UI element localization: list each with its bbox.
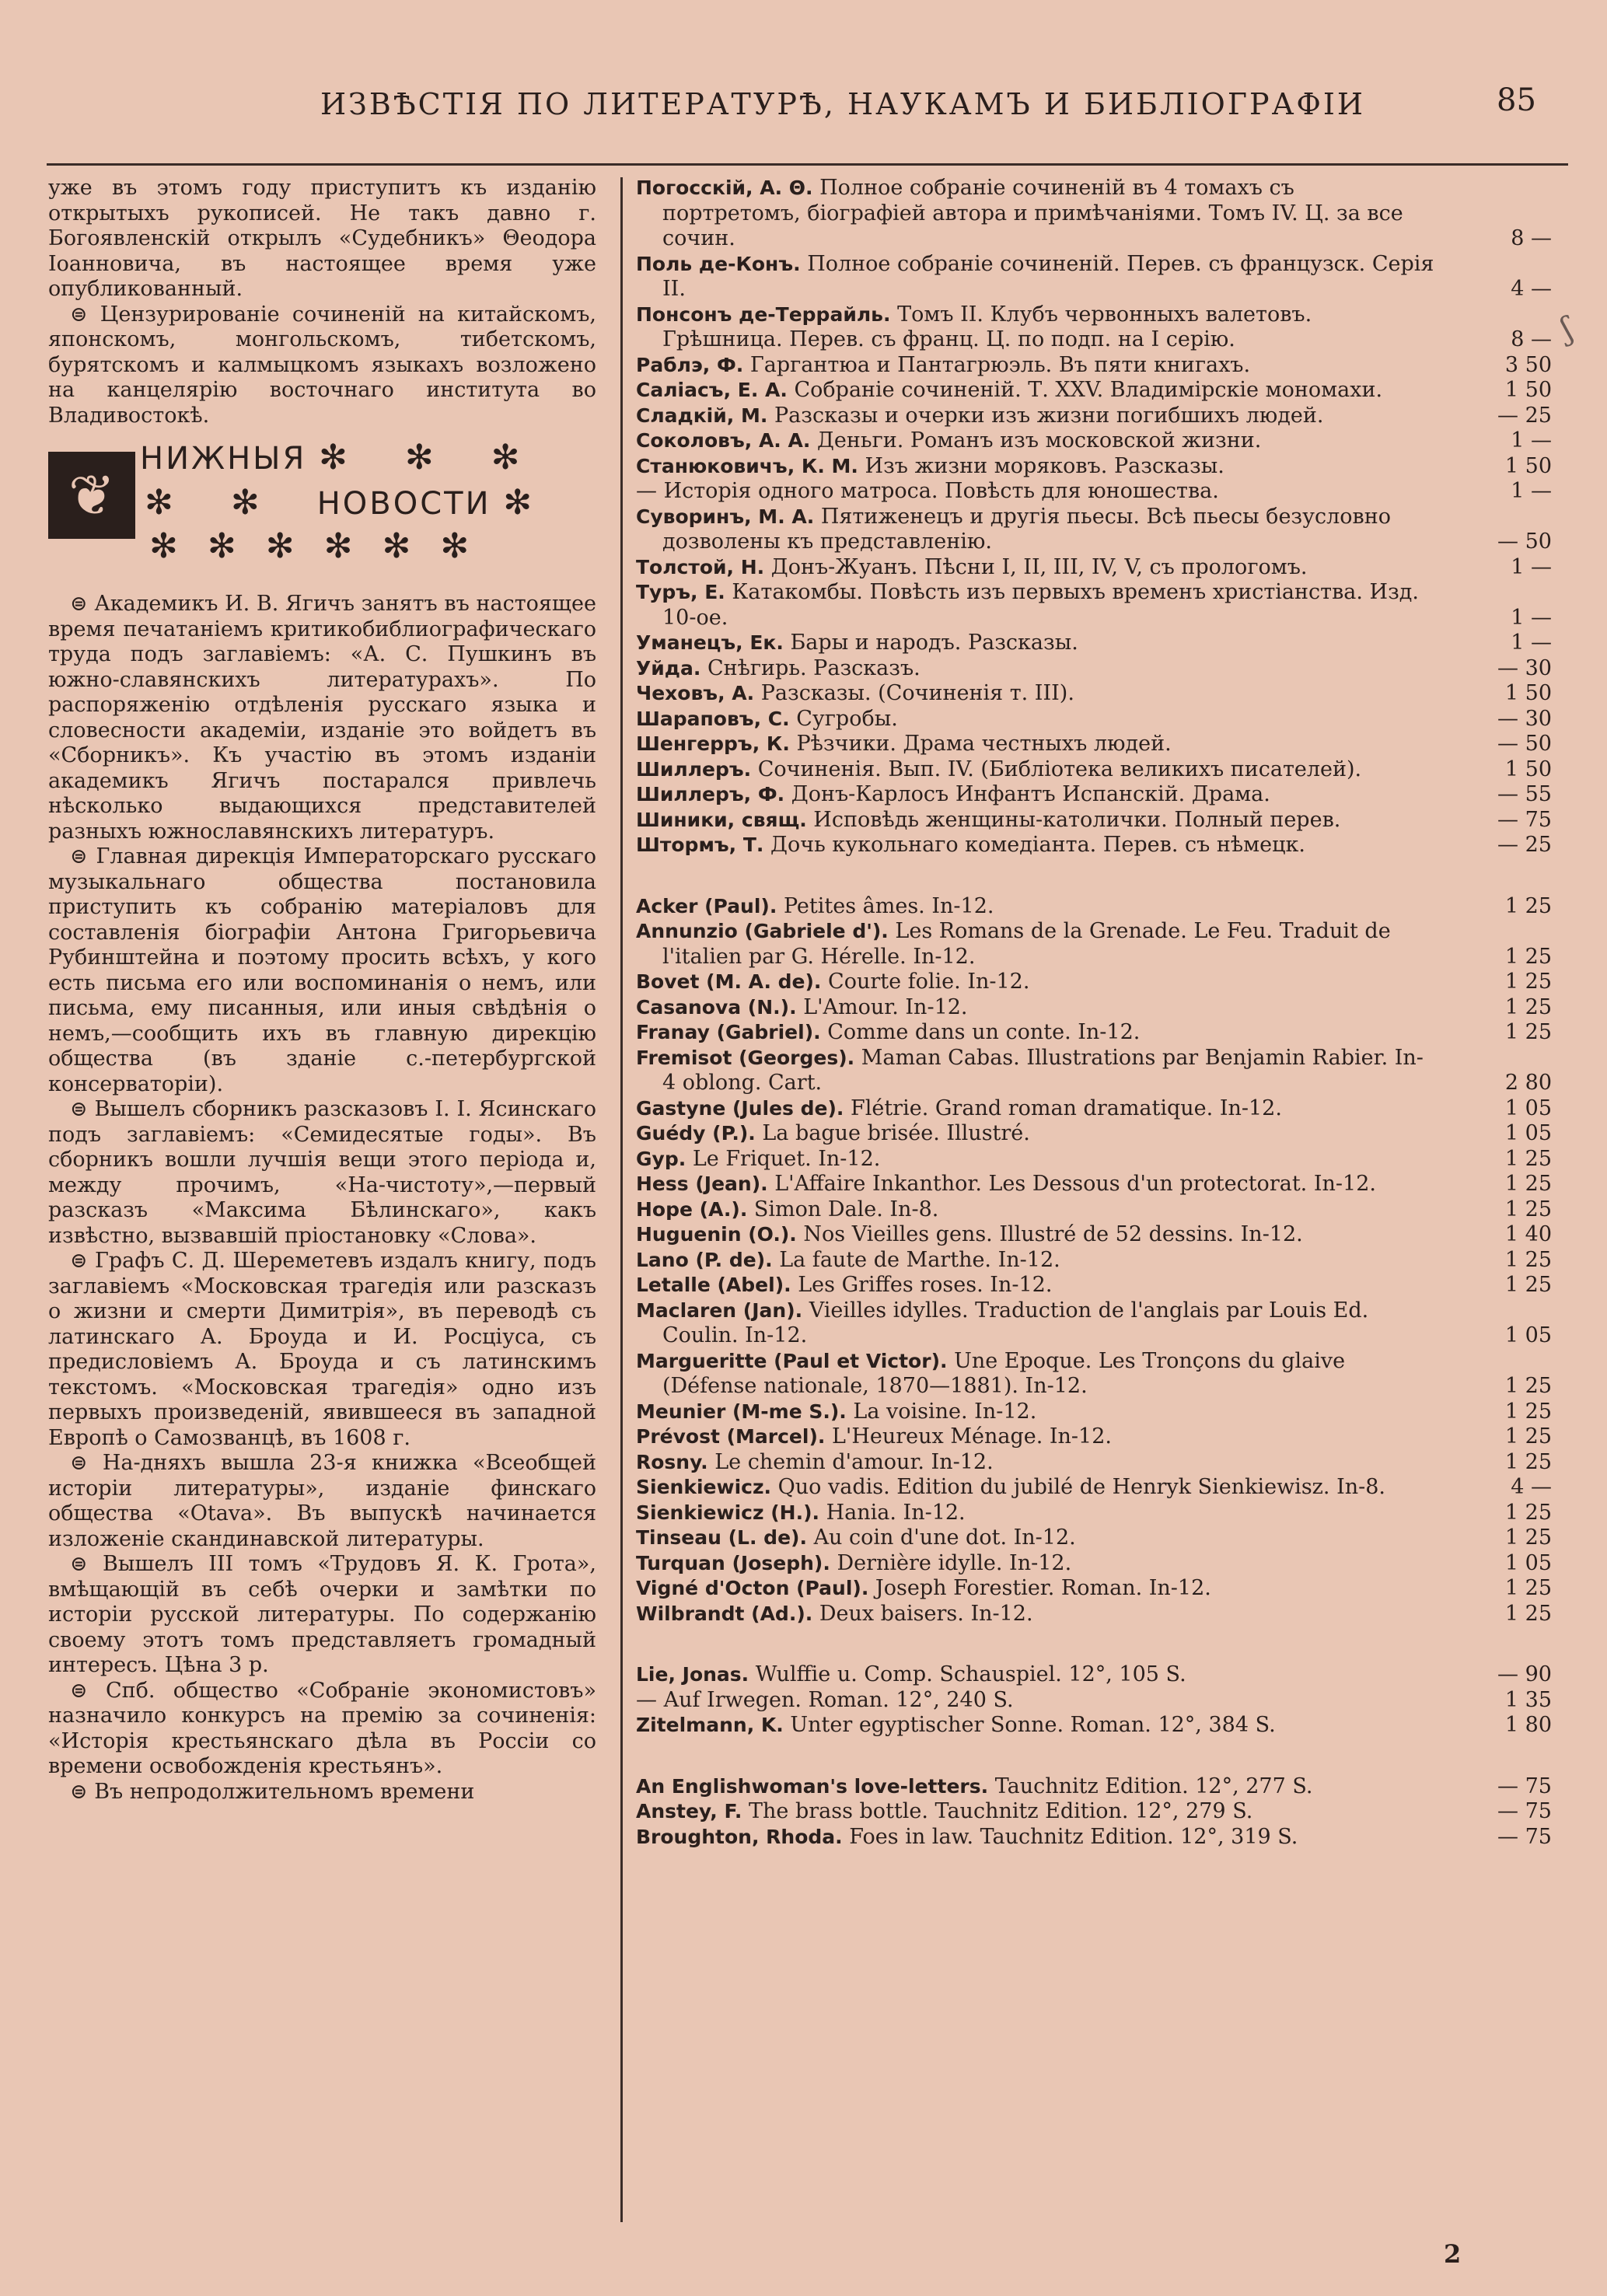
book-entry [636,995,1552,1021]
section-title-line1 [140,438,543,477]
book-entry [636,1450,1552,1476]
book-price: — 75 [1497,1774,1552,1798]
book-price: — 90 [1497,1662,1552,1686]
header-title: ИЗВѢСТІЯ ПО ЛИТЕРАТУРѢ, НАУКАМЪ И БИБЛІОГРАФІИ [320,87,1366,121]
news-paragraph: ⊜ Вышелъ сборникъ разсказовъ І. І. Ясинскаго подъ заглавіемъ: «Семидесятые годы». Въ сборникъ вошли лучшія вещи этого періода и, между прочимъ, «На-чистоту»,—первый разсказъ «Максима Бѣлинскаго», какъ извѣстно, вызвавшій пріостановку «Слова». [48,1097,596,1248]
book-price: — 25 [1497,833,1552,857]
book-title: Maman Cabas. Illustrations par Benjamin Rabier. In-4 oblong. Cart. [662,1045,1424,1095]
book-author: Штормъ, Т. [636,833,764,856]
book-price: 1 25 [1504,1576,1552,1600]
book-price: 1 25 [1504,1399,1552,1424]
book-author: Чеховъ, А. [636,682,755,704]
book-entry [636,428,1552,454]
book-price: 1 50 [1504,681,1552,705]
book-author: Gyp. [636,1147,686,1170]
intro-paragraph: уже въ этомъ году приступитъ къ изданію открытыхъ рукописей. Не такъ давно г. Богоявленскій открылъ «Судебникъ» Θеодора Іоанновича, въ настоящее время уже опубликованный. [48,176,596,301]
book-title: L'Amour. In-12. [803,994,968,1019]
german-book-list [636,1662,1552,1739]
book-author: Meunier (M-me S.). [636,1400,847,1423]
book-entry [636,555,1552,581]
book-entry [636,378,1552,404]
book-title: Comme dans un conte. In-12. [827,1020,1141,1044]
book-price: 1 25 [1504,1172,1552,1196]
book-entry [636,404,1552,429]
book-title: Сочиненія. Вып. IV. (Библіотека великихъ писателей). [757,757,1362,781]
section-gap [636,858,1552,894]
book-entry [636,1713,1552,1739]
book-author: Huguenin (O.). [636,1223,797,1246]
decorative-stars: ✻ ✻ [145,483,317,522]
book-price: 1 25 [1504,1601,1552,1626]
book-author: Поль де-Конъ. [636,252,801,275]
book-price: 1 25 [1504,1449,1552,1474]
book-price: — 25 [1497,403,1552,428]
book-author: Шенгерръ, К. [636,732,790,755]
book-title: Снѣгирь. Разсказъ. [707,655,921,680]
book-title: Деньги. Романъ изъ московской жизни. [816,428,1262,453]
book-author: Turquan (Joseph). [636,1551,830,1574]
book-price: 1 25 [1504,944,1552,969]
book-entry [636,1020,1552,1046]
news-paragraph: ⊜ Графъ С. Д. Шереметевъ издалъ книгу, подъ заглавіемъ «Московская трагедія или разсказъ о жизни и смерти Димитрія», въ переводѣ съ латинскаго А. Броуда и И. Росціуса, съ предисловіемъ А. Броуда и съ латинскимъ текстомъ. «Московская трагедія» одно изъ первыхъ произведеній, явившееся въ западной Европѣ о Самозванцѣ, въ 1608 г. [48,1249,596,1450]
book-price: 4 — [1511,1475,1552,1499]
book-entry [636,757,1552,783]
book-price: 1 — [1511,479,1552,503]
book-title: Joseph Forestier. Roman. In-12. [875,1576,1211,1600]
book-entry [636,631,1552,656]
book-price: — 55 [1497,782,1552,806]
book-entry [636,505,1552,555]
book-price: 1 50 [1504,757,1552,781]
book-title: Le chemin d'amour. In-12. [714,1449,994,1474]
english-book-list [636,1774,1552,1850]
book-title: Les Romans de la Grenade. Le Feu. Traduit de l'italien par G. Hérelle. In-12. [662,919,1391,969]
book-entry [636,1424,1552,1450]
column-divider [620,177,623,2222]
book-price: 1 25 [1504,1500,1552,1525]
book-author: Vigné d'Octon (Paul). [636,1577,869,1599]
book-title: Бары и народъ. Разсказы. [790,631,1078,655]
book-title: L'Affaire Inkanthor. Les Dessous d'un protectorat. In-12. [774,1172,1376,1196]
news-paragraph: ⊜ Академикъ И. В. Ягичъ занятъ въ настоящее время печатаніемъ критикобиблиографическаго труда подъ заглавіемъ: «А. С. Пушкинъ въ южно-славянскихъ литературахъ». По распоряженію отдѣленія русскаго языка и словесности академіи, изданіе это войдетъ въ «Сборникъ». Къ участію въ этомъ изданіи академикъ Ягичъ постарался привлечь нѣсколько выдающихся представителей разныхъ южнославянскихъ литературъ. [48,592,596,844]
book-title: Quo vadis. Edition du jubilé de Henryk Sienkiewisz. In-8. [777,1475,1386,1499]
book-author: Guédy (P.). [636,1122,756,1145]
book-price: 1 — [1511,428,1552,453]
book-entry [636,1475,1552,1501]
decorative-stars: ✻ [503,483,556,522]
book-title: The brass bottle. Tauchnitz Edition. 12°, 279 S. [748,1799,1253,1823]
news-paragraph: ⊜ На-дняхъ вышла 23-я книжка «Всеобщей исторіи литературы», изданіе финскаго общества «Otava». Въ выпускѣ начинается изложеніе скандинавской литературы. [48,1451,596,1551]
book-price: 1 25 [1504,1273,1552,1297]
book-author: Sienkiewicz. [636,1476,772,1498]
book-title: L'Heureux Ménage. In-12. [831,1424,1112,1449]
book-author: An Englishwoman's love-letters. [636,1774,989,1798]
book-title: Полное собраніе сочиненій. Перев. съ французск. Серія II. [662,251,1434,301]
book-title: Unter egyptischer Sonne. Roman. 12°, 384 S. [790,1713,1276,1737]
book-price: — 50 [1497,732,1552,756]
book-price: 1 05 [1504,1096,1552,1120]
book-price: — 30 [1497,655,1552,680]
pencil-mark: ʃ [1556,310,1577,348]
book-entry [636,1172,1552,1197]
book-entry [636,252,1552,302]
page-number: 85 [1497,82,1536,118]
book-entry [636,808,1552,833]
book-title: — Исторія одного матроса. Повѣсть для юношества. [636,479,1219,503]
book-price: 1 05 [1504,1323,1552,1347]
russian-book-list [636,176,1552,858]
book-title: Les Griffes roses. In-12. [798,1273,1053,1297]
book-title: La bague brisée. Illustré. [762,1121,1030,1145]
book-entry [636,1501,1552,1526]
book-author: Margueritte (Paul et Victor). [636,1349,948,1372]
news-paragraph: ⊜ Главная дирекція Императорскаго русскаго музыкальнаго общества постановила приступить къ собранію матеріаловъ для составленія біографіи Антона Григорьевича Рубинштейна и поэтому просить всѣхъ, у кого есть письма его или воспоминанія о немъ, или письма, ему писанныя, или иныя свѣдѣнія о немъ,—сообщить ихъ въ главную дирекцію общества (въ зданіе с.-петербургской консерваторіи). [48,844,596,1096]
section-gap [636,1627,1552,1662]
book-price: 1 — [1511,605,1552,630]
book-author: Fremisot (Georges). [636,1046,855,1069]
book-author: Gastyne (Jules de). [636,1096,844,1120]
book-title: Le Friquet. In-12. [692,1146,881,1171]
book-author: Шиллеръ, Ф. [636,783,785,806]
book-price: 1 40 [1504,1222,1552,1246]
book-author: Сладкій, М. [636,404,768,427]
book-title: Разсказы. (Сочиненія т. III). [760,681,1074,705]
book-entry [636,833,1552,858]
book-entry [636,1774,1552,1800]
book-author: Шиники, свящ. [636,808,807,831]
book-price: 1 25 [1504,1374,1552,1398]
book-price: 1 25 [1504,1020,1552,1044]
book-author: Уйда. [636,656,701,680]
header-rule [47,163,1568,166]
book-author: Шиллеръ. [636,757,752,781]
book-title: Пятиженецъ и другія пьесы. Всѣ пьесы безусловно дозволены къ представленію. [662,504,1392,554]
book-price: 4 — [1511,277,1552,301]
running-header [0,82,1607,134]
book-price: 1 35 [1504,1687,1552,1712]
book-price: 3 50 [1504,352,1552,377]
book-price: 8 — [1511,226,1552,250]
book-author: Broughton, Rhoda. [636,1825,843,1848]
book-title: Исповѣдь женщины-католички. Полный перев. [813,807,1341,832]
book-entry [636,894,1552,920]
book-title: Petites âmes. In-12. [783,893,994,918]
book-title: Une Epoque. Les Tronçons du glaive (Défense nationale, 1870—1881). In-12. [662,1348,1346,1398]
book-price: — 75 [1497,807,1552,832]
book-author: Соколовъ, А. А. [636,429,811,452]
book-author: Lano (P. de). [636,1248,773,1271]
book-author: Franay (Gabriel). [636,1021,821,1043]
book-entry [636,1799,1552,1825]
book-title: Flétrie. Grand roman dramatique. In-12. [850,1096,1282,1120]
book-title: Hania. In-12. [826,1500,966,1525]
book-title: Рѣзчики. Драма честныхъ людей. [796,732,1172,756]
book-price: 1 — [1511,554,1552,579]
book-title: Изъ жизни моряковъ. Разсказы. [865,453,1224,478]
book-entry [636,1688,1552,1714]
book-author: Acker (Paul). [636,894,777,917]
book-entry [636,176,1552,252]
book-entry [636,919,1552,970]
book-title: Vieilles idylles. Traduction de l'anglais par Louis Ed. Coulin. In-12. [662,1298,1369,1347]
book-title: Томъ II. Клубъ червонныхъ валетовъ. Грѣшница. Перев. съ франц. Ц. по подп. на I серію. [662,302,1312,351]
book-title: Разсказы и очерки изъ жизни погибшихъ людей. [774,403,1324,428]
book-author: Casanova (N.). [636,995,797,1019]
book-author: Tinseau (L. de). [636,1526,807,1549]
section-gap [636,1739,1552,1774]
book-price: 1 50 [1504,453,1552,478]
book-entry [636,1602,1552,1627]
decorative-stars: ✻ ✻ ✻ [318,438,543,477]
book-entry [636,1662,1552,1688]
book-entry [636,681,1552,707]
book-title: Полное собраніе сочиненій въ 4 томахъ съ портретомъ, біографіей автора и примѣчаніями. Томъ IV. Ц. за все сочин. [662,176,1403,250]
book-entry [636,1147,1552,1172]
book-entry [636,1576,1552,1602]
section-title-line2 [145,483,556,522]
decorative-stars: ✻✻✻✻✻✻ [149,526,499,566]
book-author: Annunzio (Gabriele d'). [636,920,889,942]
book-title: Nos Vieilles gens. Illustré de 52 dessins. In-12. [803,1222,1303,1246]
intro-paragraph: ⊜ Цензурированіе сочиненій на китайскомъ, японскомъ, монгольскомъ, тибетскомъ, бурятскомъ и калмыцкомъ языкахъ возложено на канцелярію восточнаго института во Владивостокѣ. [48,302,596,428]
book-author: Уманецъ, Ек. [636,631,784,654]
book-entry [636,1298,1552,1349]
book-author: Prévost (Marcel). [636,1425,826,1448]
book-price: 1 25 [1504,1197,1552,1221]
book-entry [636,1222,1552,1248]
book-author: Hope (A.). [636,1197,748,1221]
book-author: Wilbrandt (Ad.). [636,1602,813,1625]
book-author: Bovet (M. A. de). [636,970,822,993]
book-author: Maclaren (Jan). [636,1298,803,1322]
book-price: 1 25 [1504,893,1552,918]
left-column [48,176,596,1805]
book-entry [636,1825,1552,1850]
book-price: 2 80 [1504,1071,1552,1095]
book-author: Hess (Jean). [636,1172,768,1195]
book-title: Deux baisers. In-12. [819,1601,1033,1626]
book-entry [636,1248,1552,1274]
book-entry [636,1096,1552,1122]
section-header [48,438,596,576]
book-entry [636,656,1552,682]
book-entry [636,479,1552,505]
book-entry [636,707,1552,732]
book-author: Sienkiewicz (H.). [636,1501,819,1524]
book-entry [636,302,1552,353]
book-title: Tauchnitz Edition. 12°, 277 S. [994,1774,1313,1798]
book-author: Zitelmann, K. [636,1714,784,1736]
book-title: Dernière idylle. In-12. [837,1550,1072,1575]
book-entry [636,580,1552,631]
book-price: — 75 [1497,1824,1552,1849]
decorative-floral-initial-icon: ❦ [48,452,135,539]
book-title: Катакомбы. Повѣсть изъ первыхъ временъ христіанства. Изд. 10-ое. [662,580,1420,630]
news-paragraph: ⊜ Спб. общество «Собраніе экономистовъ» назначило конкурсъ на премію за сочиненія: «Исторія крестьянскаго дѣла въ Россіи со времени освобожденія крестьянъ». [48,1678,596,1778]
book-entry [636,1121,1552,1147]
book-price: 1 25 [1504,1247,1552,1272]
book-list-column [636,176,1552,1850]
book-price: 8 — [1511,327,1552,351]
signature-mark: 2 [1444,2239,1462,2269]
book-author: Понсонъ де-Террайль. [636,302,891,326]
book-price: 1 05 [1504,1550,1552,1575]
book-title: Собраніе сочиненій. Т. XXV. Владимірскіе мономахи. [794,378,1383,402]
book-price: — 30 [1497,706,1552,731]
book-author: Станюковичъ, К. М. [636,454,858,477]
book-title: Au coin d'une dot. In-12. [813,1525,1076,1550]
book-price: — 50 [1497,529,1552,554]
book-author: Суворинъ, М. А. [636,505,815,528]
book-price: 1 05 [1504,1121,1552,1145]
book-title: Courte folie. In-12. [828,970,1030,994]
book-entry [636,1400,1552,1425]
book-title: Simon Dale. In-8. [753,1197,939,1221]
book-price: 1 25 [1504,994,1552,1019]
news-paragraph: ⊜ Вышелъ III томъ «Трудовъ Я. К. Грота», вмѣщающій въ себѣ очерки и замѣтки по исторіи русской литературы. По содержанію своему этотъ томъ представляетъ громадный интересъ. Цѣна 3 р. [48,1552,596,1677]
book-entry [636,732,1552,757]
book-title: Foes in law. Tauchnitz Edition. 12°, 319 S. [849,1824,1298,1849]
book-price: 1 25 [1504,1146,1552,1171]
book-price: — 75 [1497,1799,1552,1823]
book-author: Шараповъ, С. [636,707,790,730]
french-book-list [636,894,1552,1627]
book-author: Lie, Jonas. [636,1663,749,1686]
book-title: — Auf Irwegen. Roman. 12°, 240 S. [636,1687,1014,1712]
book-author: Letalle (Abel). [636,1274,791,1296]
book-author: Rosny. [636,1450,708,1473]
book-entry [636,1551,1552,1577]
book-entry [636,1046,1552,1096]
book-title: Дочь кукольнаго комедіанта. Перев. съ нѣмецк. [770,833,1305,857]
book-title: Гаргантюа и Пантагрюэль. Въ пяти книгахъ. [749,352,1251,377]
news-paragraph: ⊜ Въ непродолжительномъ времени [70,1779,475,1804]
book-price: 1 50 [1504,378,1552,402]
book-price: 1 80 [1504,1713,1552,1737]
book-author: Саліасъ, Е. А. [636,379,788,401]
book-entry [636,1525,1552,1551]
book-entry [636,1349,1552,1400]
book-title: Wulffie u. Comp. Schauspiel. 12°, 105 S. [755,1662,1186,1686]
book-entry [636,782,1552,808]
book-author: Толстой, Н. [636,555,765,578]
book-author: Anstey, F. [636,1800,742,1822]
book-entry [636,353,1552,379]
book-entry [636,970,1552,995]
book-price: 1 25 [1504,1424,1552,1449]
section-title-part2: НОВОСТИ [316,486,491,522]
book-entry [636,1273,1552,1298]
book-price: 1 25 [1504,970,1552,994]
book-price: 1 25 [1504,1525,1552,1550]
news-paragraphs [48,592,596,1805]
book-entry [636,454,1552,480]
book-author: Туръ, Е. [636,581,725,603]
book-author: Погосскій, А. Θ. [636,176,813,199]
book-entry [636,1197,1552,1223]
book-price: 1 — [1511,631,1552,655]
section-title-part1: НИЖНЫЯ [140,441,307,477]
book-author: Раблэ, Ф. [636,353,744,376]
book-title: La voisine. In-12. [853,1399,1037,1424]
book-title: Донъ-Карлосъ Инфантъ Испанскій. Драма. [791,782,1270,806]
book-title: Сугробы. [796,706,898,731]
book-title: La faute de Marthe. In-12. [779,1247,1060,1272]
book-title: Донъ-Жуанъ. Пѣсни I, II, III, IV, V, съ прологомъ. [770,554,1308,579]
